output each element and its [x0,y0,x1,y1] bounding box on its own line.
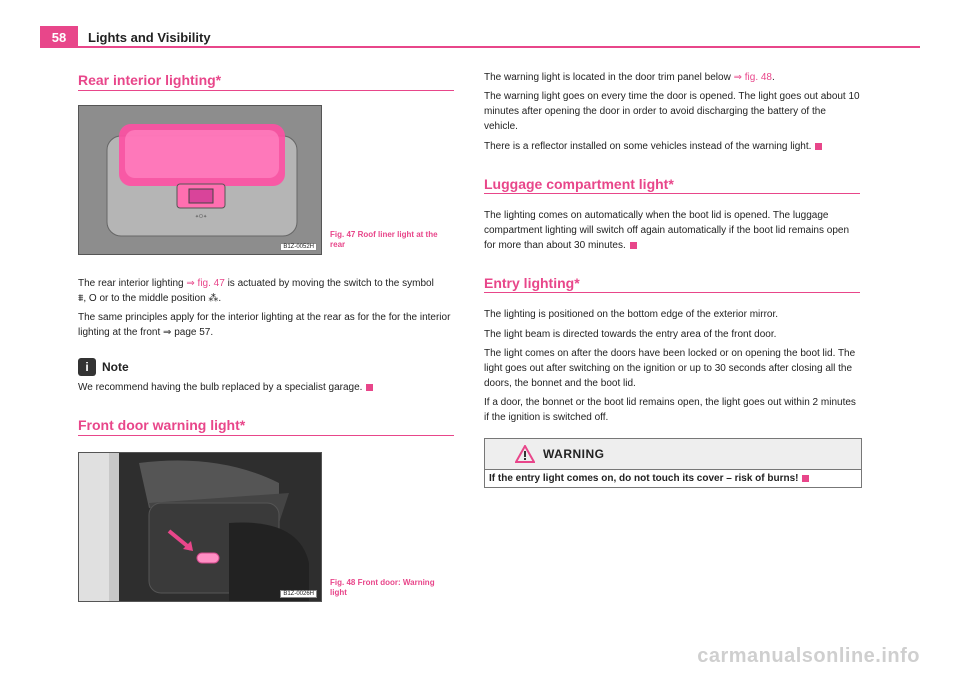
heading-front-door-warning-light: Front door warning light* [78,417,246,433]
text: The rear interior lighting [78,278,187,289]
figure-code: B1Z-0026H [280,590,317,598]
text: We recommend having the bulb replaced by a specialist garage. [78,382,363,393]
heading-entry-lighting: Entry lighting* [484,275,580,291]
paragraph-entry-3: The light comes on after the doors have been locked or on opening the boot lid. The light goes out after switching on the ignition or up to 30 seconds after closing all the doors, the bonnet and the boot lid. [484,348,856,389]
section-rule [78,435,454,436]
figure-roof-liner-light [78,105,322,255]
text: There is a reflector installed on some vehicles instead of the warning light. [484,141,812,152]
paragraph-warning-light-behaviour: The warning light goes on every time the door is opened. The light goes out about 10 minutes after opening the door in order to avoid discharging the battery of the vehicle. [484,91,860,132]
warning-box [484,438,862,488]
text: The lighting comes on automatically when the boot lid is opened. The luggage compartment lighting will switch off again automatically if the boot lid remains open for more than about 30 minutes. [484,210,849,251]
paragraph-rear-lighting: The rear interior lighting ⇒ fig. 47 is actuated by moving the switch to the symbol ⩩, O or to the middle position ⁂. [78,278,434,304]
text: , O or to the middle position [83,293,206,304]
watermark: carmanualsonline.info [697,645,920,667]
note-heading [78,358,129,376]
heading-rear-interior-lighting: Rear interior lighting* [78,72,222,88]
heading-luggage-compartment-light: Luggage compartment light* [484,176,674,192]
section-end-icon [815,143,822,150]
note-icon: i [78,358,96,376]
warning-label: WARNING [543,447,605,461]
text: If the entry light comes on, do not touch its cover – risk of burns! [489,473,799,484]
paragraph-luggage [484,208,860,253]
roof-liner-light-illustration [79,106,321,254]
figure-front-door [78,452,322,602]
warning-text [485,470,861,487]
text: is actuated by moving the switch to the symbol [224,278,434,289]
fig-48-link[interactable]: ⇒ fig. 48 [733,72,772,83]
figure-caption: Fig. 48 Front door: Warning light [330,578,435,597]
section-rule [78,90,454,91]
section-end-icon [630,242,637,249]
text: . [772,72,775,83]
figure-code: B1Z-0052H [280,243,317,251]
paragraph-principles: The same principles apply for the interior lighting at the rear as for the for the interior lighting at the front ⇒ page 57. [78,312,451,338]
paragraph-reflector [484,139,860,154]
note-text [78,380,454,395]
door-contact-symbol-icon: ⁂ [208,293,219,304]
paragraph-warning-light-location [484,70,860,85]
header-rule [40,46,920,48]
section-end-icon [802,475,809,482]
warning-header [485,439,861,470]
page-number: 58 [40,26,78,48]
figure-caption: Fig. 47 Roof liner light at the rear [330,230,438,249]
paragraph-entry-1: The lighting is positioned on the bottom edge of the exterior mirror. [484,309,779,320]
interior-light-symbol-icon: ⩩ [78,293,84,304]
front-door-illustration [79,453,321,601]
paragraph-entry-4: If a door, the bonnet or the boot lid remains open, the light goes out within 2 minutes if the ignition is switched off. [484,397,856,423]
paragraph-entry-2: The light beam is directed towards the entry area of the front door. [484,329,777,340]
note-label: Note [102,360,129,374]
warning-triangle-icon [515,445,535,463]
section-rule [484,292,860,293]
fig-47-link[interactable]: ⇒ fig. 47 [186,278,225,289]
text: The warning light is located in the door trim panel below [484,72,734,83]
section-rule [484,193,860,194]
svg-text:✦O✦: ✦O✦ [194,214,208,220]
section-end-icon [366,384,373,391]
page-title: Lights and Visibility [88,30,211,45]
